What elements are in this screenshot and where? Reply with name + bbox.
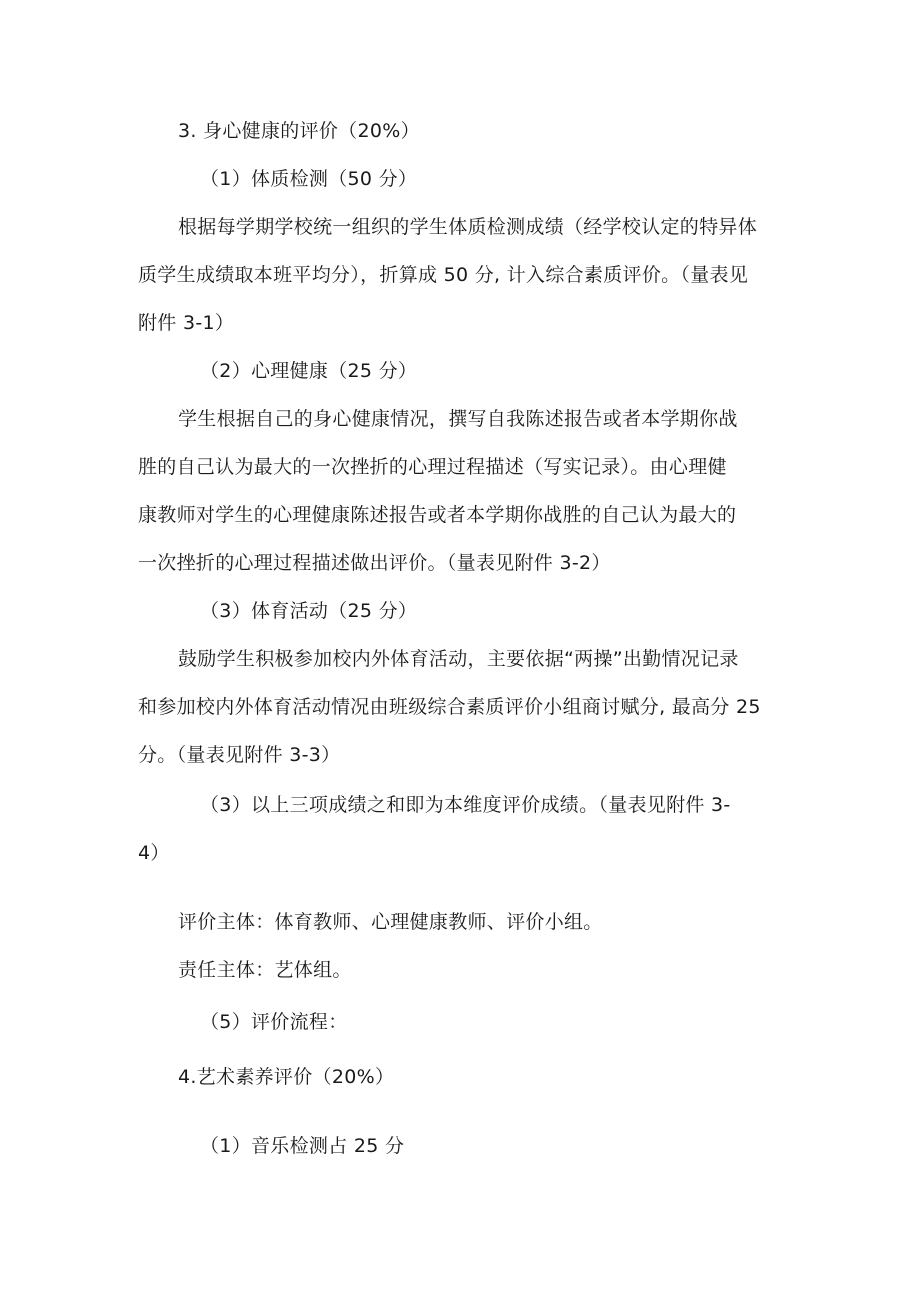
process-line: （5）评价流程： — [200, 1011, 348, 1033]
paragraph-line: 质学生成绩取本班平均分），折算成 50 分, 计入综合素质评价。（量表见 — [138, 264, 749, 286]
paragraph-line: 鼓励学生积极参加校内外体育活动，主要依据“两操”出勤情况记录 — [178, 648, 739, 670]
paragraph-line: 胜的自己认为最大的一次挫折的心理过程描述（写实记录）。由心理健 — [138, 456, 727, 478]
paragraph-line: 学生根据自己的身心健康情况，撰写自我陈述报告或者本学期你战 — [178, 408, 738, 430]
section-3-heading: 3. 身心健康的评价（20%） — [178, 120, 420, 142]
section-4-heading: 4.艺术素养评价（20%） — [178, 1066, 395, 1088]
item-mental-health-title: （2）心理健康（25 分） — [200, 360, 418, 382]
evaluator-line: 评价主体：体育教师、心理健康教师、评价小组。 — [178, 911, 603, 933]
paragraph-line: 和参加校内外体育活动情况由班级综合素质评价小组商讨赋分, 最高分 25 — [138, 696, 761, 718]
item-physical-test-title: （1）体质检测（50 分） — [200, 168, 418, 190]
item-sports-activity-title: （3）体育活动（25 分） — [200, 600, 418, 622]
paragraph-line: 一次挫折的心理过程描述做出评价。（量表见附件 3-2） — [138, 552, 611, 574]
responsible-line: 责任主体：艺体组。 — [178, 959, 352, 981]
paragraph-line: 分。（量表见附件 3-3） — [138, 744, 341, 766]
paragraph-line: 康教师对学生的心理健康陈述报告或者本学期你战胜的自己认为最大的 — [138, 504, 737, 526]
item-total-score-line: 4） — [138, 842, 170, 864]
item-music-test-title: （1）音乐检测占 25 分 — [200, 1135, 405, 1157]
paragraph-line: 根据每学期学校统一组织的学生体质检测成绩（经学校认定的特异体 — [178, 216, 758, 238]
paragraph-line: 附件 3-1） — [138, 312, 235, 334]
item-total-score-line: （3）以上三项成绩之和即为本维度评价成绩。（量表见附件 3- — [200, 794, 731, 816]
